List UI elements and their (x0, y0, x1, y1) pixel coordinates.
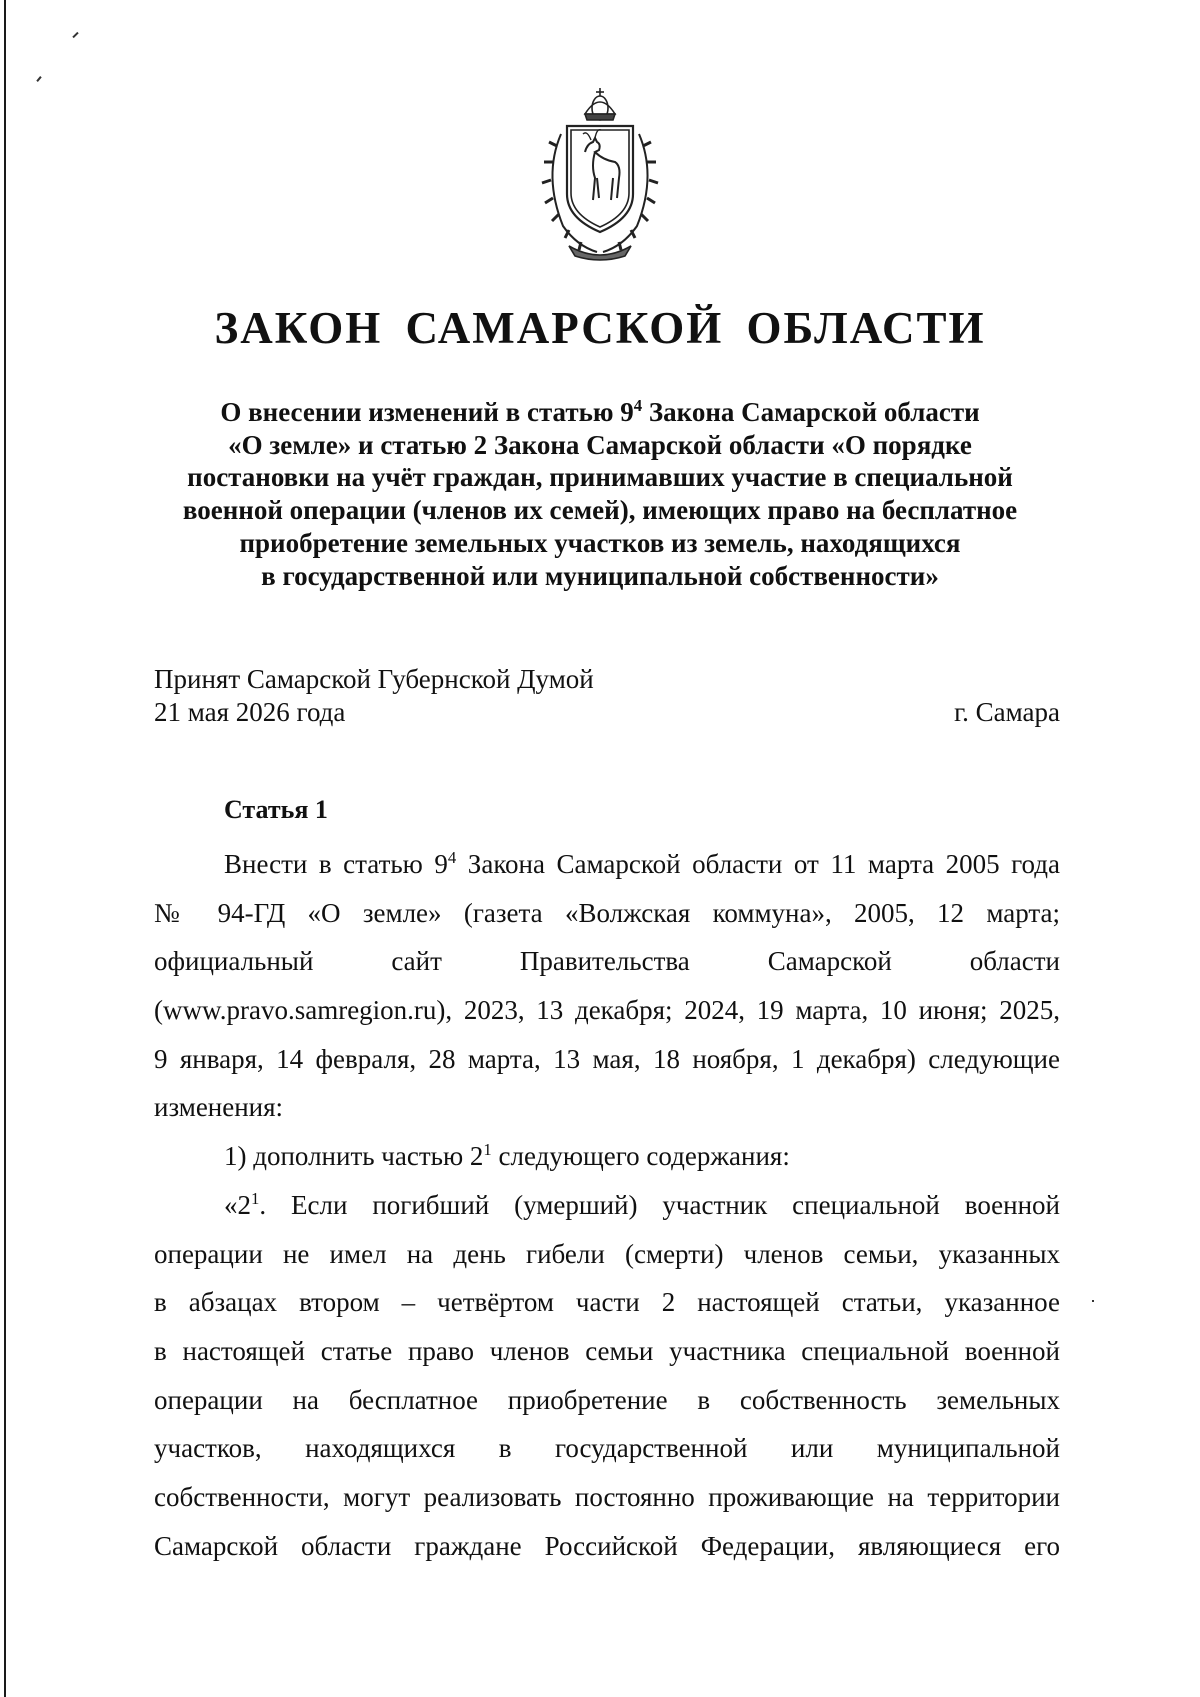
text-segment: Закона Самарской области (642, 397, 980, 427)
subtitle-line (150, 560, 1050, 593)
adopted-by: Принят Самарской Губернской Думой (154, 664, 594, 694)
text-segment: постановки на учёт граждан, принимавших участие в специальной (187, 462, 1013, 493)
paragraph-line (154, 1473, 1060, 1522)
text-segment: «2 (224, 1189, 251, 1220)
paragraph-line (154, 1083, 1060, 1132)
text-segment: в абзацах втором – четвёртом части 2 настоящей статьи, указанное (154, 1287, 1060, 1318)
text-segment: собственности, могут реализовать постоянно проживающие на территории (154, 1481, 1060, 1512)
text-segment: операции не имел на день гибели (смерти) членов семьи, указанных (154, 1238, 1060, 1269)
law-subtitle (150, 396, 1050, 592)
subtitle-line (150, 461, 1050, 494)
scan-border-line (4, 0, 6, 1697)
article-heading: Статья 1 (224, 795, 328, 824)
scan-speck (36, 76, 41, 82)
text-segment: следующего содержания: (491, 1141, 790, 1172)
superscript: 1 (251, 1188, 260, 1208)
paragraph-line (154, 986, 1060, 1035)
text-segment: участков, находящихся в государственной или муниципальной (154, 1433, 1060, 1464)
text-segment: Внести в статью 9 (224, 849, 448, 879)
text-segment: 1) дополнить частью 2 (224, 1141, 484, 1172)
text-segment: № 94-ГД «О земле» (газета «Волжская коммуна», 2005, 12 марта; (154, 897, 1060, 928)
paragraph-line (154, 1376, 1060, 1425)
superscript: 4 (447, 848, 457, 867)
adoption-info (154, 663, 594, 729)
text-segment: Самарской области граждане Российской Федерации, являющиеся его (154, 1530, 1060, 1561)
subtitle-line (150, 494, 1050, 527)
paragraph-line (154, 1035, 1060, 1084)
law-title: ЗАКОН САМАРСКОЙ ОБЛАСТИ (214, 303, 986, 353)
paragraph-line (154, 1424, 1060, 1473)
scan-speck (72, 32, 78, 38)
text-segment: 9 января, 14 февраля, 28 марта, 13 мая, 18 ноября, 1 декабря) следующие (154, 1043, 1060, 1074)
paragraph-line (154, 1327, 1060, 1376)
text-segment: в настоящей статье право членов семьи участника специальной военной (154, 1335, 1060, 1366)
subtitle-line (150, 396, 1050, 429)
coat-of-arms-emblem (533, 86, 667, 264)
paragraph-line (154, 1522, 1060, 1571)
adoption-city: г. Самара (954, 697, 1060, 727)
subtitle-line (150, 429, 1050, 462)
text-segment: официальный сайт Правительства Самарской области (154, 946, 1060, 977)
text-segment: О внесении изменений в статью 9 (220, 397, 634, 427)
text-segment: военной операции (членов их семей), имеющих право на бесплатное (182, 495, 1018, 526)
paragraph-line (154, 1278, 1060, 1327)
text-segment: «О земле» и статью 2 Закона Самарской области «О порядке (228, 429, 972, 460)
text-segment: (www.pravo.samregion.ru), 2023, 13 декабря; 2024, 19 марта, 10 июня; 2025, (154, 995, 1060, 1026)
adoption-date: 21 мая 2026 года (154, 697, 346, 727)
subtitle-line (150, 527, 1050, 560)
text-segment: операции на бесплатное приобретение в собственность земельных (154, 1384, 1060, 1415)
paragraph-line (154, 1132, 1060, 1181)
paragraph-line (154, 1230, 1060, 1279)
text-segment: изменения: (154, 1092, 284, 1123)
paragraph-line (154, 889, 1060, 938)
paragraph-line (154, 937, 1060, 986)
text-segment: в государственной или муниципальной собственности» (261, 560, 939, 591)
paragraph-line (154, 840, 1060, 889)
text-segment: Закона Самарской области от 11 марта 2005 года (456, 849, 1060, 879)
article-body (154, 840, 1060, 1570)
text-segment: . Если погибший (умерший) участник специальной военной (259, 1189, 1060, 1220)
superscript: 1 (483, 1140, 492, 1160)
paragraph-line (154, 1181, 1060, 1230)
text-segment: приобретение земельных участков из земель, находящихся (239, 527, 961, 558)
scan-speck (1092, 1300, 1094, 1302)
superscript: 4 (633, 396, 643, 415)
